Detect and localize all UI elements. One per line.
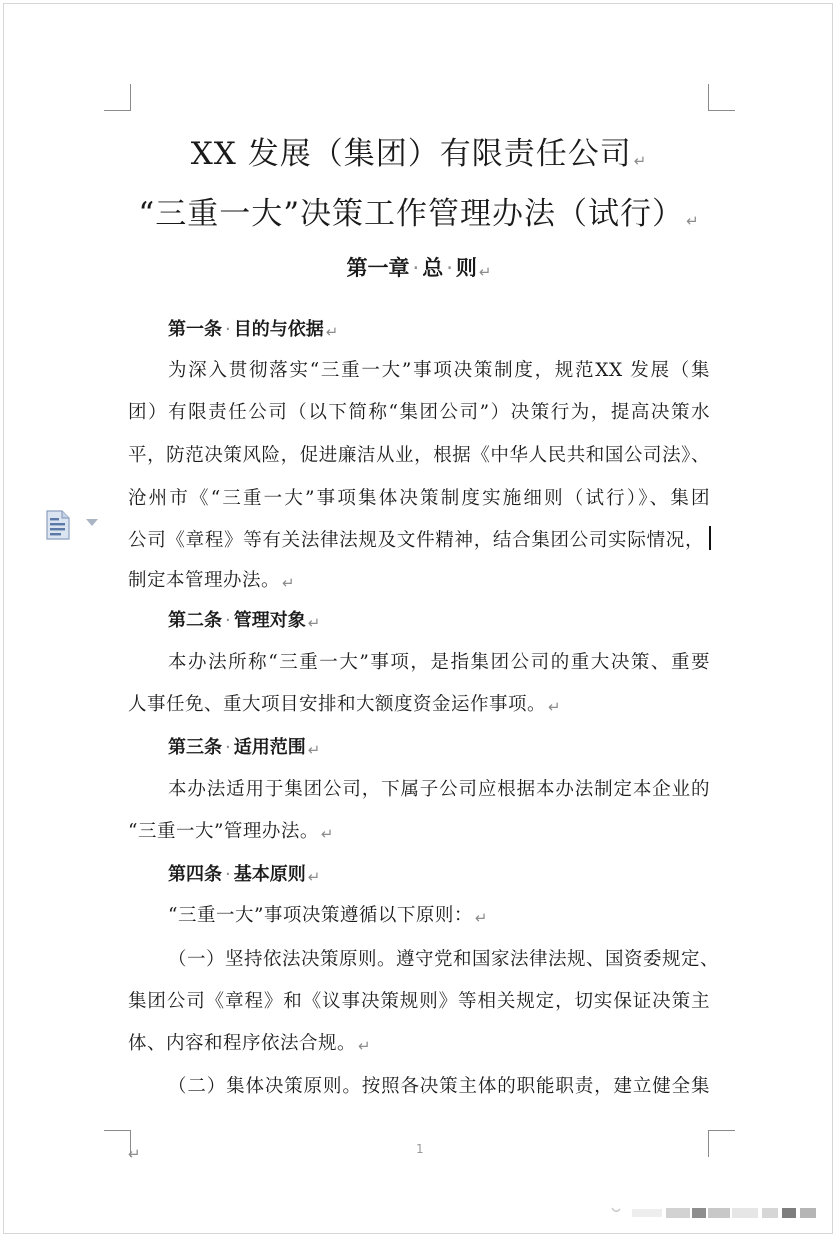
paragraph-mark-icon: ↵ bbox=[128, 1145, 141, 1163]
article-4-heading[interactable]: 第四条 · 基本原则 ↵ bbox=[168, 864, 321, 886]
crop-mark-top-right bbox=[708, 84, 735, 111]
article-4-text-line[interactable]: “三重一大”事项决策遵循以下原则： ↵ bbox=[168, 905, 488, 927]
paragraph-mark-icon: ↵ bbox=[474, 909, 488, 927]
article-2-heading[interactable]: 第二条 · 管理对象 ↵ bbox=[168, 610, 321, 632]
article-3-text-line[interactable]: “三重一大”管理办法。 ↵ bbox=[128, 821, 334, 843]
article-1-text-line[interactable]: 平，防范决策风险，促进廉洁从业，根据《中华人民共和国公司法》、 bbox=[128, 445, 710, 466]
article-1-heading[interactable]: 第一条 · 目的与依据 ↵ bbox=[168, 319, 339, 341]
document-outline-icon[interactable] bbox=[46, 510, 70, 540]
article-2-text-line[interactable]: 本办法所称“三重一大”事项，是指集团公司的重大决策、重要 bbox=[168, 652, 710, 673]
article-4-text-line[interactable]: 体、内容和程序依法合规。 ↵ bbox=[128, 1033, 372, 1055]
article-1-text-line[interactable]: 公司《章程》等有关法律法规及文件精神，结合集团公司实际情况， bbox=[128, 530, 704, 551]
paragraph-mark-icon: ↵ bbox=[358, 1037, 372, 1055]
paragraph-mark-icon: ↵ bbox=[325, 323, 339, 341]
paragraph-mark-icon: ↵ bbox=[686, 212, 700, 230]
article-1-text-line[interactable]: 为深入贯彻落实“三重一大”事项决策制度，规范XX 发展（集 bbox=[168, 360, 710, 381]
paragraph-mark-icon: ↵ bbox=[548, 698, 562, 716]
paragraph-mark-icon: ↵ bbox=[307, 868, 321, 886]
paragraph-mark-icon: ↵ bbox=[478, 263, 492, 281]
paragraph-mark-icon: ↵ bbox=[307, 614, 321, 632]
watermark bbox=[610, 1204, 820, 1218]
article-1-text-line[interactable]: 制定本管理办法。 ↵ bbox=[128, 570, 296, 592]
footer-paragraph[interactable] bbox=[126, 1142, 141, 1163]
page-number: 1 bbox=[416, 1142, 424, 1156]
article-1-text-line[interactable]: 沧州市《“三重一大”事项集体决策制度实施细则（试行）》、集团 bbox=[128, 488, 710, 509]
article-3-heading[interactable]: 第三条 · 适用范围 ↵ bbox=[168, 737, 321, 759]
article-4-text-line[interactable]: （一）坚持依法决策原则。遵守党和国家法律法规、国资委规定、 bbox=[168, 949, 720, 970]
article-1-text-line[interactable]: 团）有限责任公司（以下简称“集团公司”）决策行为，提高决策水 bbox=[128, 402, 710, 423]
article-2-text-line[interactable]: 人事任免、重大项目安排和大额度资金运作事项。 ↵ bbox=[128, 694, 562, 716]
chapter-heading[interactable]: 第一章 · 总 · 则 ↵ bbox=[346, 256, 492, 281]
article-3-text-line[interactable]: 本办法适用于集团公司，下属子公司应根据本办法制定本企业的 bbox=[168, 779, 710, 800]
paragraph-mark-icon: ↵ bbox=[633, 152, 648, 170]
article-4-text-line[interactable]: （二）集体决策原则。按照各决策主体的职能职责，建立健全集 bbox=[168, 1076, 710, 1097]
document-title-line-2[interactable]: “三重一大”决策工作管理办法（试行） ↵ bbox=[138, 196, 700, 232]
crop-mark-top-left bbox=[104, 84, 131, 111]
document-title-line-1[interactable]: XX 发展（集团）有限责任公司 ↵ bbox=[190, 136, 648, 172]
chevron-down-icon[interactable] bbox=[86, 519, 98, 526]
paragraph-mark-icon: ↵ bbox=[282, 574, 296, 592]
paragraph-mark-icon: ↵ bbox=[320, 825, 334, 843]
text-cursor bbox=[709, 526, 711, 550]
crop-mark-bottom-right bbox=[708, 1130, 735, 1157]
paragraph-mark-icon: ↵ bbox=[307, 741, 321, 759]
article-4-text-line[interactable]: 集团公司《章程》和《议事决策规则》等相关规定，切实保证决策主 bbox=[128, 991, 710, 1012]
